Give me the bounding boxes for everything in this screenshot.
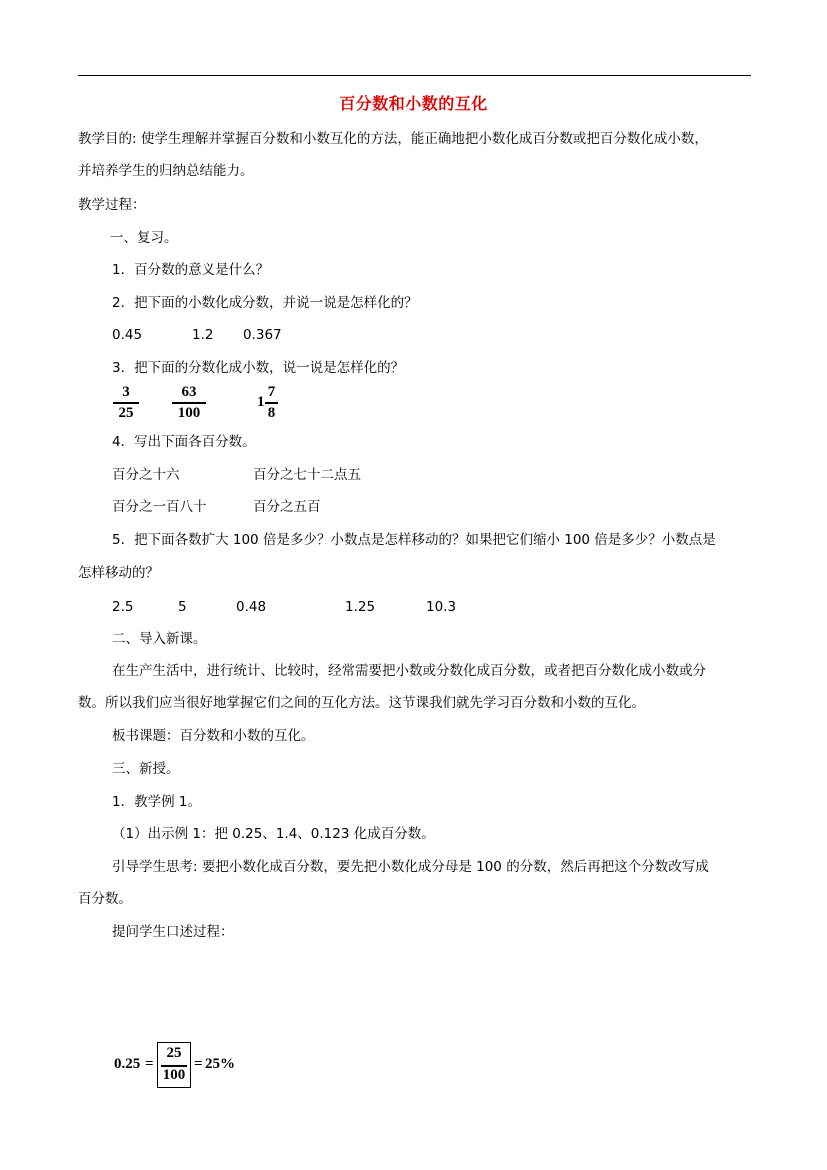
guide-line-1: 引导学生思考: 要把小数化成百分数，要先把小数化成分母是 100 的分数，然后再把这个分数改写成 — [112, 859, 709, 875]
fraction-numerator: 25 — [166, 1045, 182, 1061]
fraction-denominator: 8 — [267, 404, 276, 421]
new-lesson-heading: 三、新授。 — [112, 761, 180, 777]
mixed-number-fraction — [265, 384, 278, 422]
board-topic: 板书课题：百分数和小数的互化。 — [112, 728, 315, 744]
q4-item: 百分之十六 — [112, 467, 180, 483]
goal-line-1: 教学目的: 使学生理解并掌握百分数和小数互化的方法，能正确地把小数化成百分数或把百分数化成小数， — [78, 131, 708, 147]
fraction — [113, 384, 139, 422]
fraction — [172, 384, 206, 422]
fraction-bar — [172, 402, 206, 404]
fraction-denominator: 25 — [118, 404, 134, 421]
fraction-numerator: 63 — [181, 384, 197, 400]
q2-value: 0.367 — [243, 327, 282, 343]
intro-paragraph-line-1: 在生产生活中，进行统计、比较时，经常需要把小数或分数化成百分数，或者把百分数化成小数或分 — [112, 663, 706, 679]
equation-right: 25% — [205, 1056, 235, 1072]
review-question-4: 4．写出下面各百分数。 — [112, 434, 256, 450]
fraction-numerator: 7 — [267, 384, 276, 400]
fraction-numerator: 3 — [122, 384, 130, 400]
fraction-denominator: 100 — [177, 404, 201, 421]
q5-value: 1.25 — [345, 599, 376, 615]
example-title: 1．教学例 1。 — [112, 794, 201, 810]
boxed-fraction — [157, 1042, 191, 1088]
review-question-5-line-1: 5．把下面各数扩大 100 倍是多少？小数点是怎样移动的？如果把它们缩小 100 倍是多少？小数点是 — [112, 532, 716, 548]
page-title: 百分数和小数的互化 — [339, 94, 488, 113]
intro-paragraph-line-2: 数。所以我们应当很好地掌握它们之间的互化方法。这节课我们就先学习百分数和小数的互化。 — [78, 695, 645, 711]
fraction-bar — [265, 402, 278, 404]
example-1-prompt: （1）出示例 1：把 0.25、1.4、0.123 化成百分数。 — [112, 826, 435, 842]
q2-value: 1.2 — [192, 327, 214, 343]
ask-students: 提问学生口述过程： — [112, 924, 234, 940]
intro-heading: 二、导入新课。 — [112, 631, 207, 647]
q5-value: 10.3 — [426, 599, 457, 615]
q4-item: 百分之五百 — [253, 499, 321, 515]
process-label: 教学过程： — [78, 197, 146, 213]
guide-line-2: 百分数。 — [78, 891, 132, 907]
review-question-3: 3．把下面的分数化成小数，说一说是怎样化的？ — [112, 360, 405, 376]
header-rule — [78, 75, 751, 76]
goal-line-2: 并培养学生的归纳总结能力。 — [78, 163, 254, 179]
review-question-5-line-2: 怎样移动的？ — [78, 565, 159, 581]
equation-left: 0.25 — [114, 1056, 141, 1072]
fraction-denominator: 100 — [162, 1067, 186, 1083]
review-question-2: 2．把下面的小数化成分数，并说一说是怎样化的？ — [112, 295, 418, 311]
q2-value: 0.45 — [112, 327, 143, 343]
equals-sign: = — [145, 1056, 154, 1072]
q5-value: 5 — [178, 599, 187, 615]
q5-value: 2.5 — [112, 599, 134, 615]
review-heading: 一、复习。 — [110, 230, 178, 246]
q4-item: 百分之七十二点五 — [253, 467, 361, 483]
q5-value: 0.48 — [236, 599, 267, 615]
review-question-1: 1．百分数的意义是什么？ — [112, 262, 270, 278]
equals-sign: = — [194, 1056, 203, 1072]
fraction-bar — [113, 402, 139, 404]
q4-item: 百分之一百八十 — [112, 499, 207, 515]
mixed-number-whole: 1 — [257, 394, 265, 410]
